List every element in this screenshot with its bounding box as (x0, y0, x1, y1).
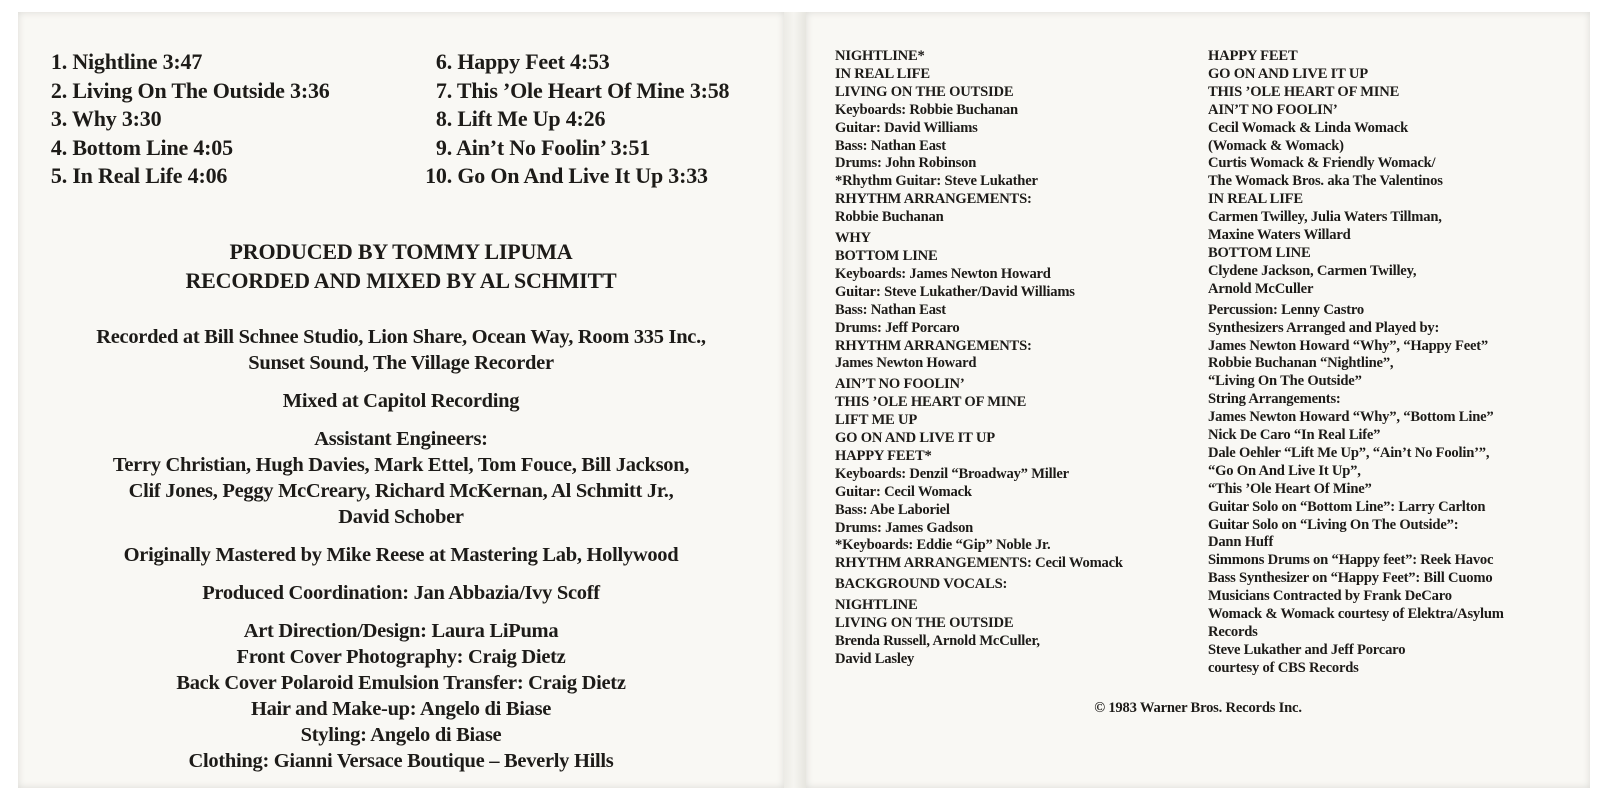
credit-block (18, 426, 784, 530)
credit-line: Front Cover Photography: Craig Dietz (236, 646, 566, 668)
track-item (45, 162, 330, 191)
credit-line: *Rhythm Guitar: Steve Lukather (835, 173, 1038, 190)
track-duration: 4:53 (570, 49, 610, 74)
credit-line: HAPPY FEET* (835, 447, 932, 464)
credit-line: “This ’Ole Heart Of Mine” (1208, 480, 1372, 497)
credit-line: Records (1208, 624, 1258, 640)
credit-line: Originally Mastered by Mike Reese at Mastering Lab, Hollywood (123, 544, 679, 566)
credit-line: Drums: Jeff Porcaro (835, 319, 960, 336)
track-number: 5. (50, 163, 67, 188)
credit-line: “Go On And Live It Up”, (1208, 462, 1361, 479)
credit-line: Art Direction/Design: Laura LiPuma (243, 620, 559, 642)
credit-line: GO ON AND LIVE IT UP (835, 430, 995, 447)
produced-by: PRODUCED BY TOMMY LIPUMA (229, 239, 573, 264)
credit-line: Clydene Jackson, Carmen Twilley, (1208, 262, 1417, 279)
track-item (45, 105, 330, 134)
recorded-by: RECORDED AND MIXED BY AL SCHMITT (185, 268, 617, 293)
credit-line: BOTTOM LINE (835, 247, 938, 264)
track-number: 1. (50, 49, 67, 74)
credit-line: Sunset Sound, The Village Recorder (248, 352, 554, 374)
credit-line: Keyboards: Robbie Buchanan (835, 101, 1018, 118)
credit-line: Dann Huff (1208, 534, 1274, 551)
production-header (18, 237, 784, 295)
studio-credits (18, 324, 784, 786)
credit-line: NIGHTLINE* (835, 48, 925, 64)
credit-line: LIVING ON THE OUTSIDE (835, 615, 1014, 632)
track-title: Bottom Line (72, 134, 189, 160)
credit-line: Guitar Solo on “Living On The Outside”: (1208, 516, 1459, 533)
credit-line: Synthesizers Arranged and Played by: (1208, 319, 1440, 336)
credit-line: Cecil Womack & Linda Womack (1208, 119, 1409, 136)
track-duration: 4:05 (193, 134, 233, 160)
credit-line: BACKGROUND VOCALS: (835, 576, 1008, 593)
credit-line: “Living On The Outside” (1208, 373, 1362, 390)
copyright-notice: © 1983 Warner Bros. Records Inc. (1094, 700, 1302, 716)
credit-line: (Womack & Womack) (1208, 137, 1344, 154)
track-title: Ain’t No Foolin’ (456, 134, 606, 160)
musician-credits-column-1 (835, 48, 1123, 669)
credit-line: courtesy of CBS Records (1208, 659, 1359, 676)
track-title: Go On And Live It Up (457, 163, 663, 188)
track-number: 3. (50, 106, 67, 131)
credit-line: James Newton Howard “Why”, “Bottom Line” (1208, 409, 1494, 426)
track-title: Happy Feet (457, 49, 565, 74)
credit-block (18, 542, 784, 568)
credit-line: Bass Synthesizer on “Happy Feet”: Bill Cuomo (1208, 570, 1493, 587)
credit-line: GO ON AND LIVE IT UP (1208, 65, 1368, 82)
track-duration: 3:30 (121, 106, 162, 131)
credit-line: Mixed at Capitol Recording (282, 390, 520, 412)
credit-block (18, 618, 784, 774)
track-duration: 3:58 (689, 77, 730, 103)
track-item (416, 48, 729, 77)
credit-line: Guitar: Cecil Womack (835, 483, 972, 500)
credit-block (18, 388, 784, 414)
credit-line: David Schober (338, 506, 464, 528)
credit-line: Keyboards: Denzil “Broadway” Miller (835, 465, 1069, 482)
credit-line: Recorded at Bill Schnee Studio, Lion Share, Ocean Way, Room 335 Inc., (96, 326, 706, 348)
track-duration: 4:06 (187, 163, 228, 188)
credit-line: Musicians Contracted by Frank DeCaro (1208, 588, 1452, 605)
credit-line: Clif Jones, Peggy McCreary, Richard McKernan, Al Schmitt Jr., (128, 480, 674, 502)
track-item (45, 48, 330, 77)
track-item (416, 162, 729, 191)
track-item (416, 105, 729, 134)
credit-line: Robbie Buchanan (835, 209, 944, 226)
credit-line: Arnold McCuller (1208, 280, 1314, 297)
credit-line: HAPPY FEET (1208, 48, 1298, 64)
track-number: 4. (50, 134, 67, 160)
credit-line: James Newton Howard (835, 355, 977, 372)
credit-line: Hair and Make-up: Angelo di Biase (250, 698, 552, 720)
credit-line: AIN’T NO FOOLIN’ (835, 376, 965, 393)
credit-line: NIGHTLINE (835, 597, 918, 614)
track-number: 8. (435, 106, 452, 131)
credit-line: IN REAL LIFE (1208, 191, 1303, 208)
credit-line: IN REAL LIFE (835, 65, 930, 82)
credit-line: Bass: Nathan East (835, 301, 946, 318)
left-page (18, 12, 784, 788)
right-page (806, 12, 1590, 788)
credit-line: Curtis Womack & Friendly Womack/ (1208, 155, 1436, 172)
credit-line: Percussion: Lenny Castro (1208, 301, 1365, 318)
credit-line: Maxine Waters Willard (1208, 227, 1351, 244)
credit-line: RHYTHM ARRANGEMENTS: (835, 191, 1032, 208)
credit-line: Steve Lukather and Jeff Porcaro (1208, 641, 1406, 658)
credit-line: Drums: James Gadson (835, 519, 974, 536)
track-duration: 4:26 (565, 106, 606, 131)
credit-line: THIS ’OLE HEART OF MINE (835, 394, 1027, 411)
track-duration: 3:36 (290, 77, 330, 103)
credit-line: Produced Coordination: Jan Abbazia/Ivy Scoff (202, 582, 600, 604)
credit-line: Back Cover Polaroid Emulsion Transfer: Craig Dietz (176, 672, 626, 694)
track-number: 6. (435, 49, 452, 74)
track-title: Living On The Outside (72, 77, 285, 103)
credit-line: Nick De Caro “In Real Life” (1208, 427, 1381, 444)
track-number: 10. (425, 163, 452, 188)
credit-line: WHY (835, 230, 871, 247)
credit-line: The Womack Bros. aka The Valentinos (1208, 173, 1443, 190)
track-item (45, 77, 330, 106)
track-duration: 3:51 (610, 134, 651, 160)
track-item (416, 134, 729, 163)
credit-line: Clothing: Gianni Versace Boutique – Beverly Hills (188, 750, 614, 772)
track-title: This ’Ole Heart Of Mine (456, 77, 685, 103)
credit-line: David Lasley (835, 650, 915, 667)
track-item (416, 77, 729, 106)
track-title: In Real Life (72, 163, 183, 188)
track-duration: 3:47 (162, 49, 203, 74)
credit-block (18, 324, 784, 376)
credit-line: Guitar: David Williams (835, 119, 978, 136)
credit-line: Assistant Engineers: (314, 428, 488, 450)
track-item (45, 134, 330, 163)
credit-line: James Newton Howard “Why”, “Happy Feet” (1208, 337, 1489, 354)
booklet-spine (784, 12, 806, 788)
credit-line: Womack & Womack courtesy of Elektra/Asylum (1208, 606, 1504, 623)
credit-line: Bass: Nathan East (835, 137, 946, 154)
track-number: 2. (50, 77, 67, 103)
credit-line: *Keyboards: Eddie “Gip” Noble Jr. (835, 537, 1051, 554)
track-title: Lift Me Up (457, 106, 561, 131)
credit-line: Robbie Buchanan “Nightline”, (1208, 355, 1394, 372)
credit-line: Styling: Angelo di Biase (300, 724, 502, 746)
credit-line: Guitar Solo on “Bottom Line”: Larry Carlton (1208, 498, 1486, 515)
credit-line: AIN’T NO FOOLIN’ (1208, 101, 1338, 118)
credit-line: RHYTHM ARRANGEMENTS: Cecil Womack (835, 555, 1123, 572)
credit-line: String Arrangements: (1208, 391, 1341, 408)
credit-line: Bass: Abe Laboriel (835, 501, 950, 518)
credit-block (18, 580, 784, 606)
credit-line: Dale Oehler “Lift Me Up”, “Ain’t No Foolin’”, (1208, 444, 1490, 461)
musician-credits-column-2 (1208, 48, 1504, 678)
credit-line: Brenda Russell, Arnold McCuller, (835, 633, 1040, 649)
credit-line: Terry Christian, Hugh Davies, Mark Ettel, Tom Fouce, Bill Jackson, (112, 454, 690, 476)
track-list-column-1 (45, 48, 330, 191)
credit-line: Guitar: Steve Lukather/David Williams (835, 283, 1075, 300)
track-title: Nightline (72, 49, 158, 74)
track-number: 7. (435, 77, 452, 103)
credit-line: Simmons Drums on “Happy feet”: Reek Havoc (1208, 552, 1494, 569)
credit-line: BOTTOM LINE (1208, 244, 1311, 261)
credit-line: Keyboards: James Newton Howard (835, 265, 1051, 282)
credit-line: Drums: John Robinson (835, 155, 977, 172)
credit-line: THIS ’OLE HEART OF MINE (1208, 83, 1400, 100)
credit-line: LIFT ME UP (835, 412, 918, 429)
track-number: 9. (435, 134, 452, 160)
credit-line: Carmen Twilley, Julia Waters Tillman, (1208, 209, 1442, 226)
credit-line: RHYTHM ARRANGEMENTS: (835, 337, 1032, 354)
track-duration: 3:33 (668, 163, 708, 188)
track-list-column-2 (416, 48, 729, 191)
credit-line: LIVING ON THE OUTSIDE (835, 83, 1014, 100)
track-title: Why (71, 106, 117, 131)
